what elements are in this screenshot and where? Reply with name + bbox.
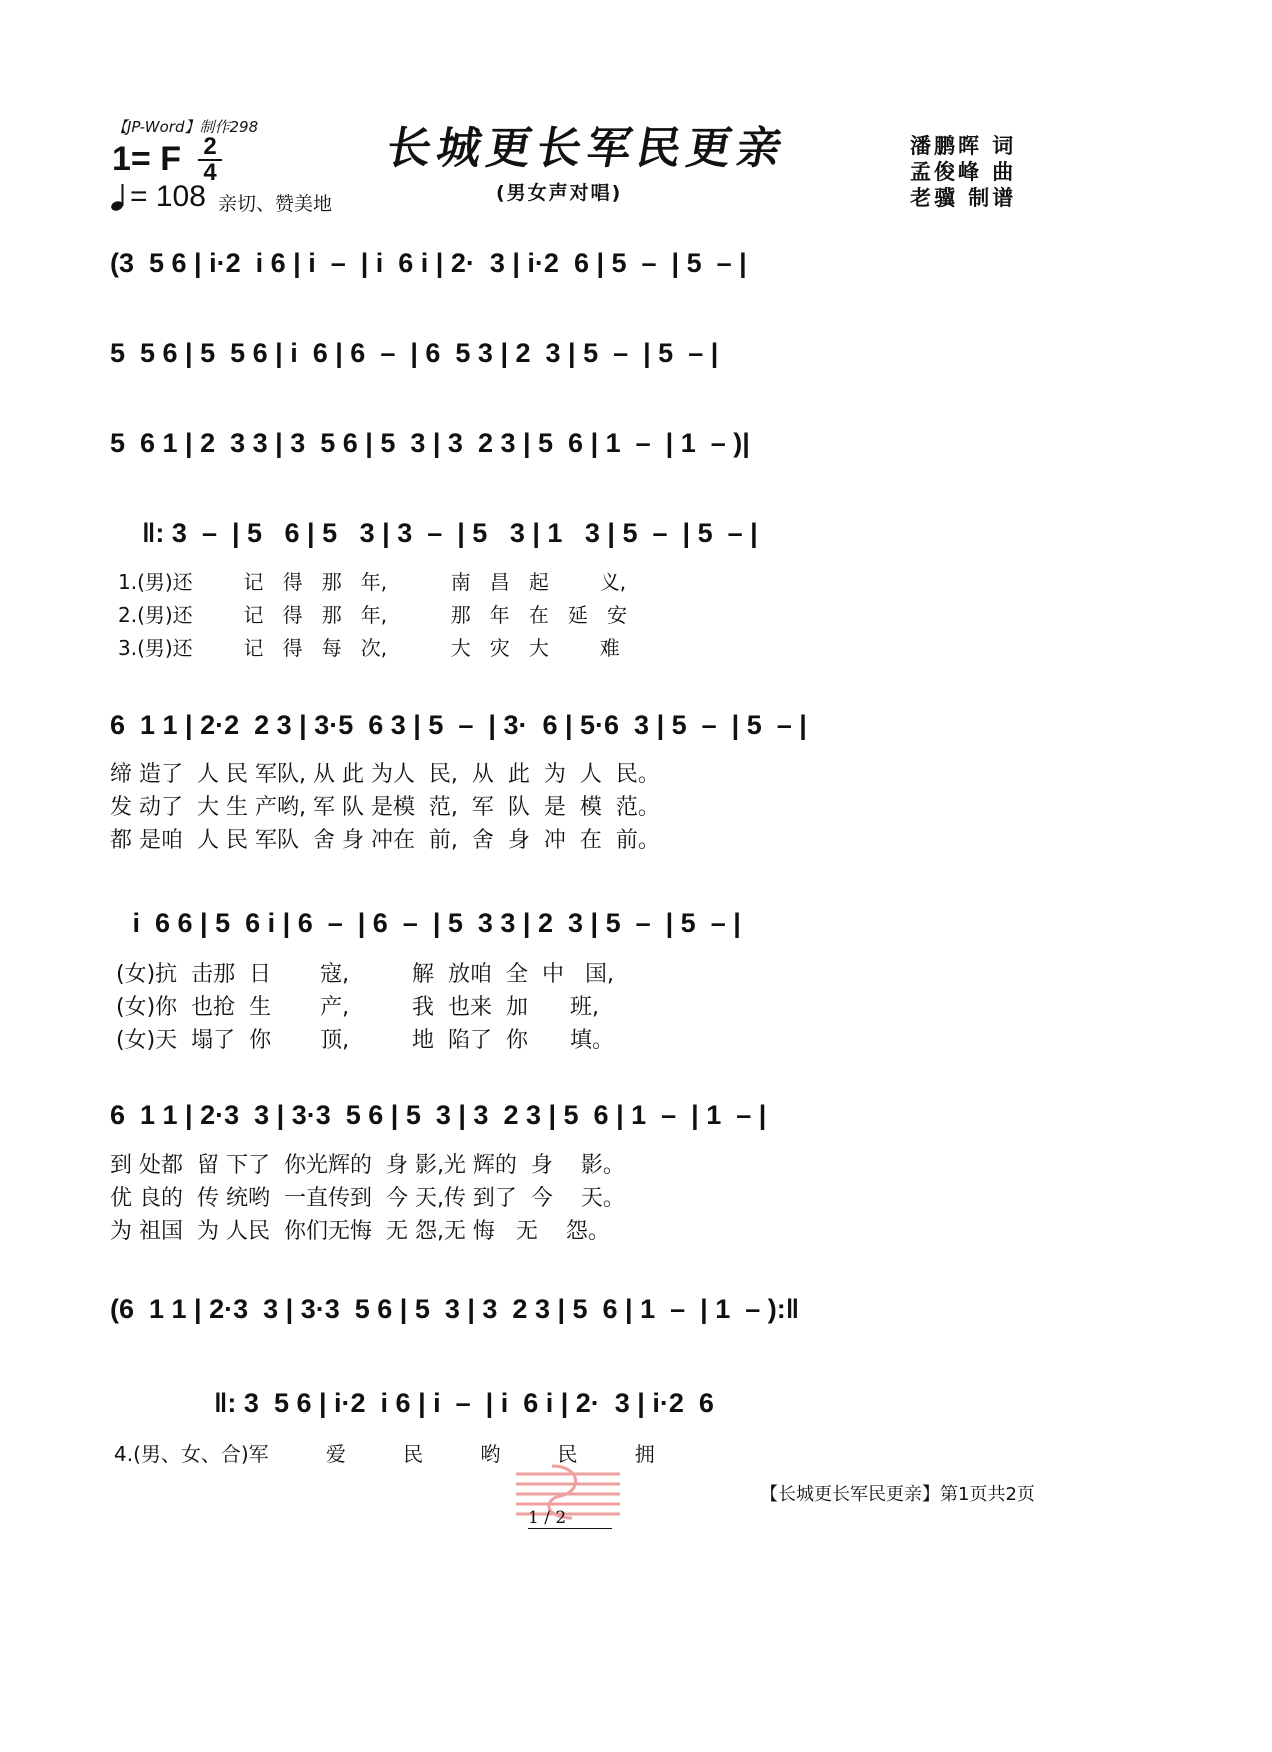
score-row-3: 5 6 1 | 2 3 3 | 3 5 6 | 5 3 | 3 2 3 | 5 6 | 1 – | 1 – )| [110,428,750,458]
score-row-8: (6 1 1 | 2·3 3 | 3·3 5 6 | 5 3 | 3 2 3 | 5 6 | 1 – | 1 – ):‖ [110,1294,800,1324]
lyric-row-7-verse-2: 优 良的 传 统哟 一直传到 今 天,传 到了 今 天。 [110,1186,625,1211]
page-number-text: 1 / 2 [528,1508,567,1528]
lyric-row-5-verse-2: 发 动了 大 生 产哟, 军 队 是模 范, 军 队 是 模 范。 [110,795,660,820]
lyric-row-4-verse-2: 2.(男)还 记 得 那 年, 那 年 在 延 安 [118,603,627,627]
lyric-row-5-verse-1: 缔 造了 人 民 军队, 从 此 为人 民, 从 此 为 人 民。 [110,762,660,787]
page-number-rule [528,1528,612,1529]
author-composer: 孟俊峰 曲 [910,160,1017,184]
key-signature: 1= F [112,140,181,178]
time-bottom: 4 [203,159,217,186]
lyric-row-6-verse-1: (女)抗 击那 日 寇, 解 放咱 全 中 国, [116,962,614,987]
quarter-note-icon [110,182,128,216]
tempo-value: = 108 [130,180,206,213]
score-row-1: (3 5 6 | i·2 i 6 | i – | i 6 i | 2· 3 | i·2 6 | 5 – | 5 – | [110,248,747,278]
score-row-9: ‖: 3 5 6 | i·2 i 6 | i – | i 6 i | 2· 3 | i·2 6 [214,1388,714,1418]
lyric-row-5-verse-3: 都 是咱 人 民 军队 舍 身 冲在 前, 舍 身 冲 在 前。 [110,828,660,853]
time-top: 2 [203,133,217,160]
lyric-row-6-verse-3: (女)天 塌了 你 顶, 地 陷了 你 填。 [116,1028,614,1053]
tempo-description: 亲切、赞美地 [218,193,333,215]
lyric-row-7-verse-1: 到 处都 留 下了 你光辉的 身 影,光 辉的 身 影。 [110,1153,625,1178]
footer-caption: 【长城更长军民更亲】第1页共2页 [760,1484,1035,1505]
page-number [528,1508,566,1528]
lyric-row-4-verse-1: 1.(男)还 记 得 那 年, 南 昌 起 义, [118,570,627,594]
lyric-row-9-verse-4: 4.(男、女、合)军 爱 民 哟 民 拥 [114,1442,655,1466]
song-subtitle: (男女声对唱) [496,182,623,204]
score-row-7: 6 1 1 | 2·3 3 | 3·3 5 6 | 5 3 | 3 2 3 | 5 6 | 1 – | 1 – | [110,1100,767,1130]
author-lyricist: 潘鹏晖 词 [910,134,1017,158]
lyric-row-4-verse-3: 3.(男)还 记 得 每 次, 大 灾 大 难 [118,636,620,660]
song-title: 长城更长军民更亲 [382,123,792,174]
time-signature [198,133,222,186]
lyric-row-6-verse-2: (女)你 也抢 生 产, 我 也来 加 班, [116,995,599,1020]
score-row-2: 5 5 6 | 5 5 6 | i 6 | 6 – | 6 5 3 | 2 3 | 5 – | 5 – | [110,338,719,368]
score-row-5: 6 1 1 | 2·2 2 3 | 3·5 6 3 | 5 – | 3· 6 | 5·6 3 | 5 – | 5 – | [110,710,807,740]
lyric-row-7-verse-3: 为 祖国 为 人民 你们无悔 无 怨,无 悔 无 怨。 [110,1219,610,1244]
score-row-4: ‖: 3 – | 5 6 | 5 3 | 3 – | 5 3 | 1 3 | 5 – | 5 – | [142,518,758,548]
author-arranger: 老骥 制谱 [910,186,1017,210]
credit-text: 【JP-Word】制作298 [112,118,259,136]
score-row-6: i 6 6 | 5 6 i | 6 – | 6 – | 5 3 3 | 2 3 | 5 – | 5 – | [110,908,741,938]
